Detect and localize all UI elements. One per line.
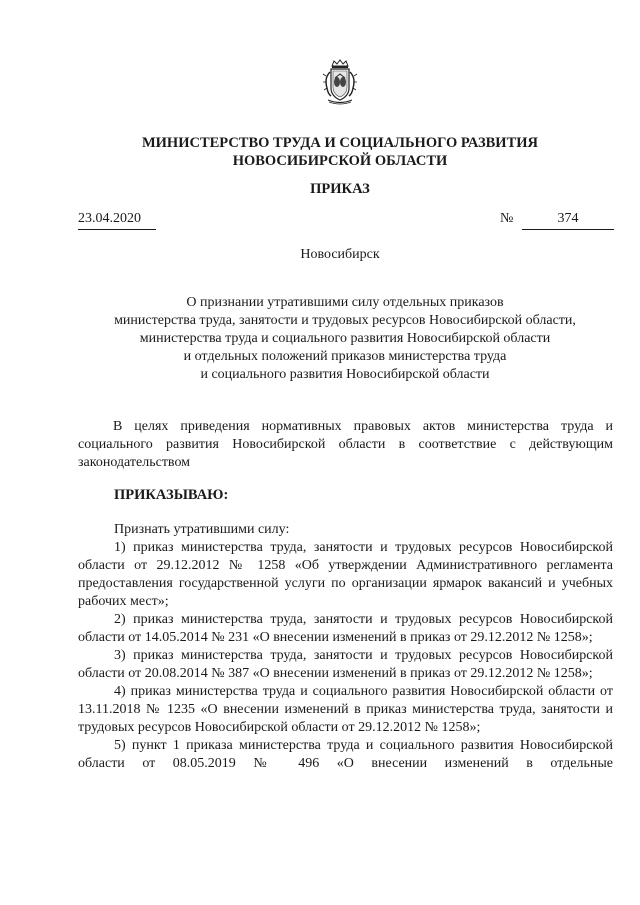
city: Новосибирск [300, 247, 380, 262]
order-item: 2) приказ министерства труда, занятости и трудовых ресурсов Новосибирской области от 14.05.2014 № 231 «О внесении изменений в приказ от 29.12.2012 № 1258»; [78, 612, 613, 645]
order-word: ПРИКАЗЫВАЮ: [114, 487, 229, 503]
subject-line: министерства труда, занятости и трудовых ресурсов Новосибирской области, [114, 313, 576, 328]
subject-line: О признании утратившими силу отдельных приказов [186, 295, 504, 310]
order-body [78, 521, 613, 773]
order-subject [80, 294, 610, 384]
order-number: 374 [522, 210, 614, 230]
subject-line: и отдельных положений приказов министерства труда [183, 349, 507, 364]
preamble-paragraph: В целях приведения нормативных правовых актов министерства труда и социального развития Новосибирской области в соответствие с действующим законодательством [78, 419, 613, 470]
document-type: ПРИКАЗ [310, 181, 370, 197]
order-item: 4) приказ министерства труда и социального развития Новосибирской области от 13.11.2018 № 1235 «О внесении изменений в приказ министерства труда, занятости и трудовых ресурсов Новосибирской области от 29.12.2012 № 1258»; [78, 684, 613, 735]
ministry-line-2: НОВОСИБИРСКОЙ ОБЛАСТИ [232, 153, 448, 169]
number-sign: № [500, 211, 514, 226]
order-item: 3) приказ министерства труда, занятости и трудовых ресурсов Новосибирской области от 20.08.2014 № 387 «О внесении изменений в приказ от 29.12.2012 № 1258»; [78, 648, 613, 681]
ministry-line-1: МИНИСТЕРСТВО ТРУДА И СОЦИАЛЬНОГО РАЗВИТИЯ [141, 135, 539, 151]
coat-of-arms-icon [320, 58, 360, 106]
subject-line: и социального развития Новосибирской области [200, 367, 490, 382]
order-item: 5) пункт 1 приказа министерства труда и социального развития Новосибирской области от 08.05.2019 № 496 «О внесении изменений в отдельные [78, 738, 613, 771]
order-date: 23.04.2020 [78, 210, 156, 230]
subject-line: министерства труда и социального развития Новосибирской области [139, 331, 551, 346]
intro-paragraph: Признать утратившими силу: [114, 522, 290, 537]
order-item: 1) приказ министерства труда, занятости и трудовых ресурсов Новосибирской области от 29.12.2012 № 1258 «Об утверждении Административного регламента предоставления государственной услуги по организации ярмарок вакансий и учебных рабочих мест»; [78, 540, 613, 609]
ministry-name [60, 134, 620, 170]
